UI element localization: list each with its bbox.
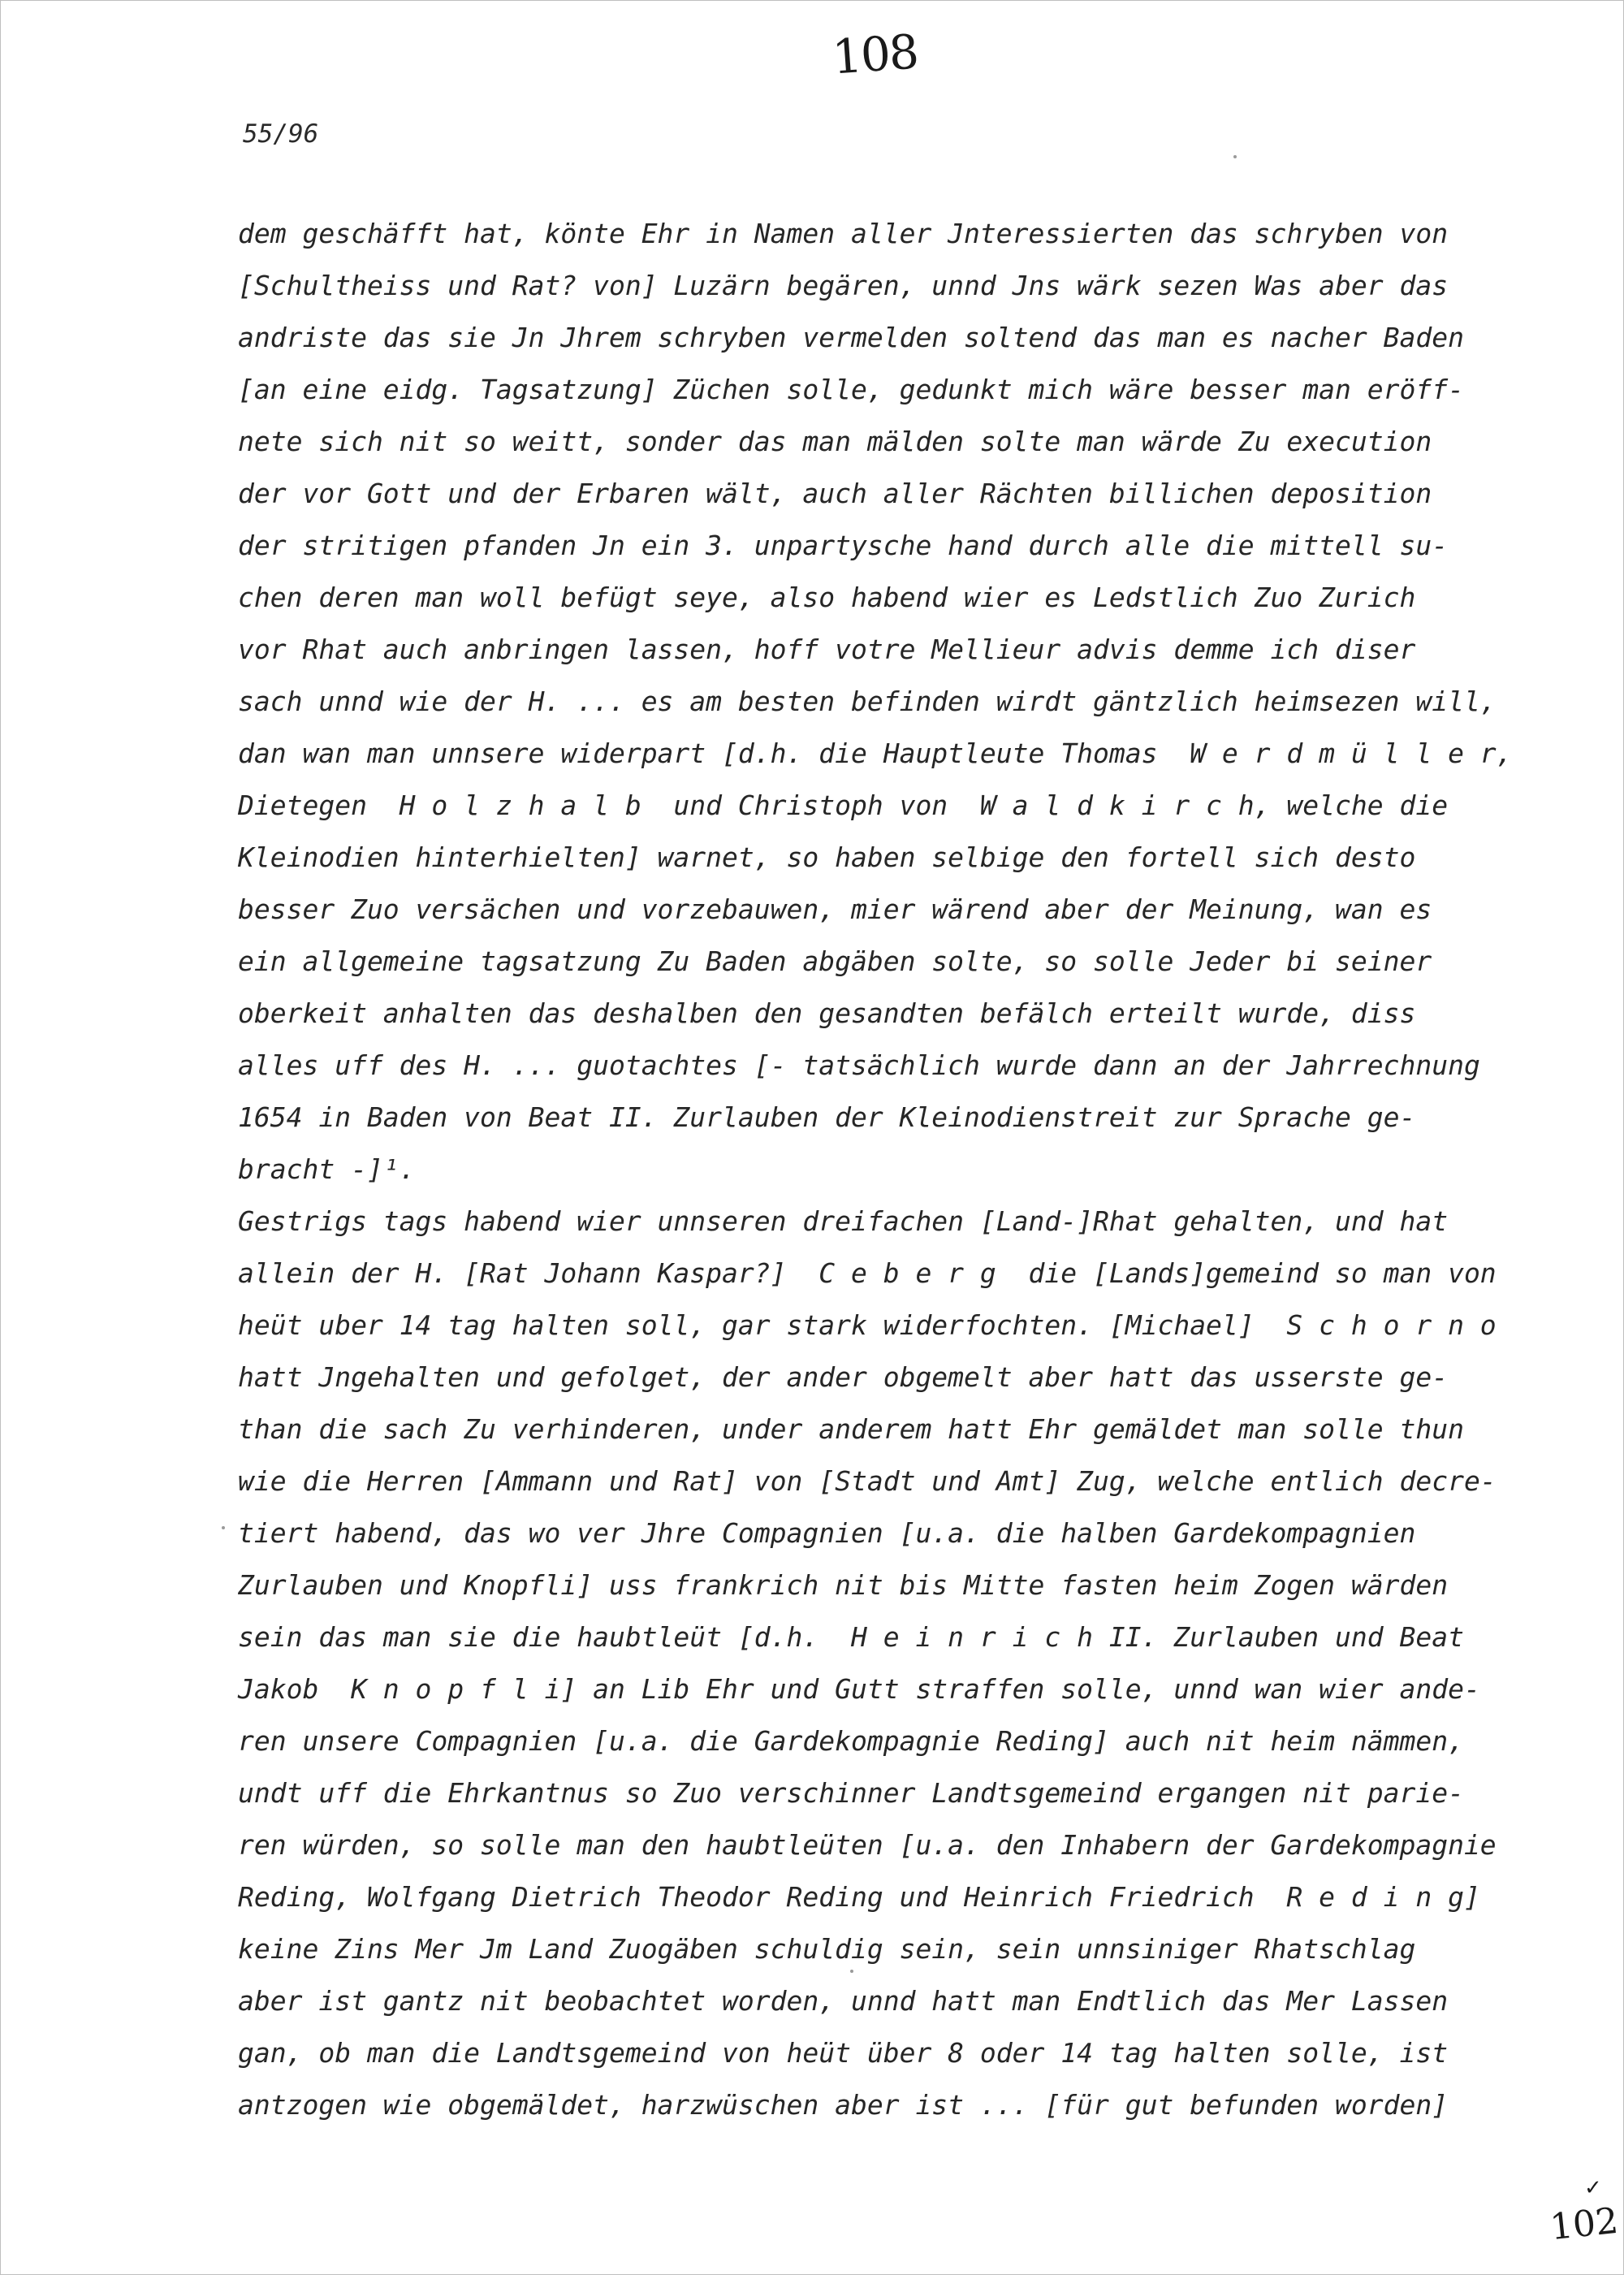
text-line: Reding, Wolfgang Dietrich Theodor Reding und Heinrich Friedrich R e d i n g]: [238, 1881, 1480, 1913]
text-line: nete sich nit so weitt, sonder das man mälden solte man wärde Zu execution: [238, 426, 1432, 457]
text-line: tiert habend, das wo ver Jhre Compagnien [u.a. die halben Gardekompagnien: [238, 1517, 1416, 1549]
scan-speck: [1233, 155, 1237, 158]
text-line: chen deren man woll befügt seye, also habend wier es Ledstlich Zuo Zurich: [238, 582, 1416, 613]
text-line: antzogen wie obgemäldet, harzwüschen aber ist ... [für gut befunden worden]: [238, 2089, 1449, 2121]
text-line: besser Zuo versächen und vorzebauwen, mier wärend aber der Meinung, wan es: [238, 893, 1432, 925]
corner-page-mark: 102: [1548, 2199, 1621, 2249]
text-line: 1654 in Baden von Beat II. Zurlauben der Kleinodienstreit zur Sprache ge-: [238, 1101, 1416, 1133]
document-reference: 55/96: [243, 119, 319, 149]
folio-mark: 108: [830, 24, 919, 85]
scan-speck: [222, 1526, 225, 1529]
text-line: Zurlauben und Knopfli] uss frankrich nit bis Mitte fasten heim Zogen wärden: [238, 1569, 1449, 1601]
text-line: alles uff des H. ... guotachtes [- tatsächlich wurde dann an der Jahrrechnung: [238, 1049, 1480, 1081]
text-line: dan wan man unnsere widerpart [d.h. die Hauptleute Thomas W e r d m ü l l e r,: [238, 737, 1513, 769]
text-line: undt uff die Ehrkantnus so Zuo verschinner Landtsgemeind ergangen nit parie-: [238, 1777, 1464, 1809]
text-line: der vor Gott und der Erbaren wält, auch aller Rächten billichen deposition: [238, 478, 1432, 509]
text-line: ren unsere Compagnien [u.a. die Gardekompagnie Reding] auch nit heim nämmen,: [238, 1725, 1464, 1757]
text-line: Dietegen H o l z h a l b und Christoph von W a l d k i r c h, welche die: [238, 789, 1449, 821]
text-line: sein das man sie die haubtleüt [d.h. H e i n r i c h II. Zurlauben und Beat: [238, 1621, 1464, 1653]
text-line: vor Rhat auch anbringen lassen, hoff votre Mellieur advis demme ich diser: [238, 634, 1416, 665]
text-line: wie die Herren [Ammann und Rat] von [Stadt und Amt] Zug, welche entlich decre-: [238, 1465, 1497, 1497]
text-line: allein der H. [Rat Johann Kaspar?] C e b e r g die [Lands]gemeind so man von: [238, 1257, 1497, 1289]
text-line: der stritigen pfanden Jn ein 3. unpartysche hand durch alle die mittell su-: [238, 530, 1449, 561]
scan-speck: [850, 1970, 853, 1973]
text-line: than die sach Zu verhinderen, under anderem hatt Ehr gemäldet man solle thun: [238, 1413, 1464, 1445]
text-line: [Schultheiss und Rat? von] Luzärn begären, unnd Jns wärk sezen Was aber das: [238, 270, 1449, 301]
text-line: Jakob K n o p f l i] an Lib Ehr und Gutt straffen solle, unnd wan wier ande-: [238, 1673, 1480, 1705]
text-line: gan, ob man die Landtsgemeind von heüt über 8 oder 14 tag halten solle, ist: [238, 2037, 1449, 2069]
text-line: [an eine eidg. Tagsatzung] Züchen solle, gedunkt mich wäre besser man eröff-: [238, 374, 1464, 405]
text-line: sach unnd wie der H. ... es am besten befinden wirdt gäntzlich heimsezen will,: [238, 686, 1497, 717]
text-line: dem geschäfft hat, könte Ehr in Namen aller Jnteressierten das schryben von: [238, 218, 1449, 249]
corner-tick: ✓: [1584, 2176, 1602, 2200]
text-line: oberkeit anhalten das deshalben den gesandten befälch erteilt wurde, diss: [238, 997, 1416, 1029]
text-line: ein allgemeine tagsatzung Zu Baden abgäben solte, so solle Jeder bi seiner: [238, 945, 1432, 977]
text-line: Gestrigs tags habend wier unnseren dreifachen [Land-]Rhat gehalten, und hat: [238, 1205, 1449, 1237]
text-line: andriste das sie Jn Jhrem schryben vermelden soltend das man es nacher Baden: [238, 322, 1464, 353]
body-text: [238, 208, 1618, 2131]
text-line: Kleinodien hinterhielten] warnet, so haben selbige den fortell sich desto: [238, 841, 1416, 873]
text-line: hatt Jngehalten und gefolget, der ander obgemelt aber hatt das usserste ge-: [238, 1361, 1449, 1393]
text-line: ren würden, so solle man den haubtleüten [u.a. den Inhabern der Gardekompagnie: [238, 1829, 1497, 1861]
text-line: aber ist gantz nit beobachtet worden, unnd hatt man Endtlich das Mer Lassen: [238, 1985, 1449, 2017]
text-line: heüt uber 14 tag halten soll, gar stark widerfochten. [Michael] S c h o r n o: [238, 1309, 1497, 1341]
text-line: keine Zins Mer Jm Land Zuogäben schuldig sein, sein unnsiniger Rhatschlag: [238, 1933, 1416, 1965]
text-line: bracht -]¹.: [238, 1153, 416, 1185]
